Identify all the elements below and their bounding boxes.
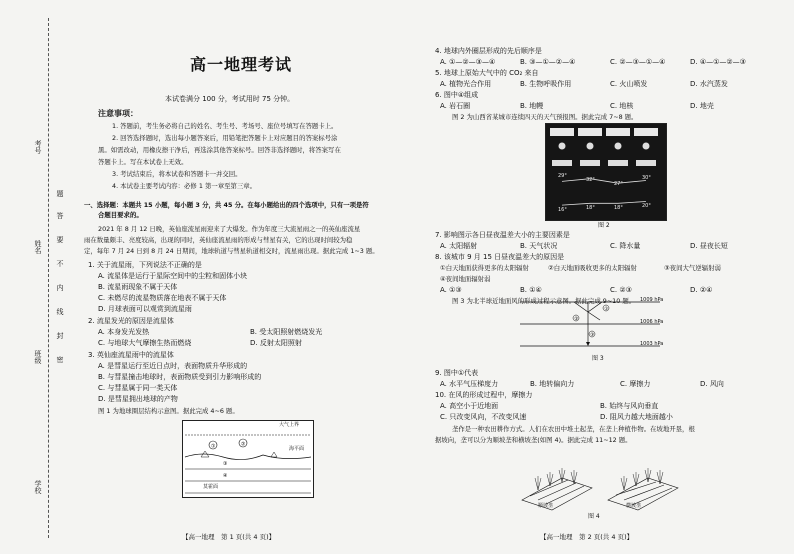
option: A. 植物光合作用 (440, 80, 492, 88)
warn-char: 不 (56, 260, 64, 267)
option: A. ①—②—③—④ (440, 58, 496, 66)
option: C. 只改变风向，不改变风速 (440, 413, 527, 421)
warn-char: 封 (56, 332, 64, 339)
figure-caption: 图 1 为地球圈层结构示意图。据此完成 4~6 题。 (98, 407, 239, 415)
option: B. 地转偏向力 (530, 380, 575, 388)
statement: ④夜间地面辐射弱 (440, 275, 491, 283)
option: B. 流星雨现象不属于天体 (98, 283, 178, 291)
option: C. ②③ (610, 286, 632, 294)
passage-line: 2021 年 8 月 12 日晚，英仙座流星雨迎来了大爆发。作为年度三大流星雨之一的英仙座流星 (98, 225, 361, 233)
label-moho: 莫霍面 (203, 484, 219, 490)
option: A. 是彗星运行至近日点时，表面物质升华形成的 (98, 362, 248, 370)
option: C. 地核 (610, 102, 634, 110)
svg-text:④: ④ (223, 473, 228, 479)
svg-text:②: ② (574, 317, 579, 322)
option: D. 是彗星拥出地球的产物 (98, 395, 178, 403)
option: B. 生物呼吸作用 (520, 80, 572, 88)
label-school: 学校 (34, 480, 42, 494)
option: A. 太阳辐射 (440, 242, 478, 250)
question-8: 8. 该城市 9 月 15 日昼夜温差大的原因是 (435, 253, 565, 261)
option: C. 与彗星属于同一类天体 (98, 384, 178, 392)
notes-title: 注意事项： (98, 109, 138, 118)
figure-caption: 图 2 为山西省某城市连续四天的天气预报图。据此完成 7~8 题。 (452, 113, 638, 121)
option: A. ①③ (440, 286, 462, 294)
page-footer-right: 【高一地理 第 2 页(共 4 页)】 (540, 533, 634, 541)
option: B. ①④ (520, 286, 542, 294)
question-6: 6. 图中④组成 (435, 91, 479, 99)
warn-char: 线 (56, 308, 64, 315)
option: C. ②—③—①—④ (610, 58, 666, 66)
isobar-label: 1006 hPa (640, 319, 664, 325)
svg-text:②: ② (241, 441, 246, 448)
svg-text:③: ③ (590, 333, 595, 338)
figure-caption: 图 3 为北半球近地面风的形成过程示意图。据此完成 9~10 题。 (452, 297, 636, 305)
question-9: 9. 图中①代表 (435, 369, 479, 377)
passage-line: 据坡向，垄可以分为顺坡垄和横坡垄(如图 4)。据此完成 11~12 题。 (435, 436, 632, 444)
question-5: 5. 地球上原始大气中的 CO₂ 来自 (435, 69, 539, 77)
option: B. 与彗星撞击地球时，表面物质受到引力影响形成的 (98, 373, 262, 381)
low-temp-label: 18° (586, 205, 595, 211)
option: C. 火山喷发 (610, 80, 648, 88)
note-line: 3. 考试结束后，将本试卷和答题卡一并交回。 (112, 170, 242, 178)
section-heading: 一、选择题：本题共 15 小题，每小题 3 分，共 45 分。在每小题给出的四个选项中，只有一项是符 (84, 201, 369, 209)
option: D. 风向 (700, 380, 724, 388)
option: B. 地幔 (520, 102, 544, 110)
question-2: 2. 流星发光的原因是流星体 (88, 317, 174, 325)
svg-text:①: ① (211, 443, 216, 450)
option: A. 岩石圈 (440, 102, 471, 110)
option: B. 受太阳照射燃烧发光 (250, 328, 323, 336)
weather-forecast-figure (545, 123, 667, 221)
isobar-label: 1003 hPa (640, 341, 664, 347)
earth-spheres-figure (182, 420, 314, 498)
high-temp-label: 29° (558, 173, 567, 179)
high-temp-label: 30° (642, 175, 651, 181)
passage-line: 雨在数量颇丰、亮度较高，出现的同时，英仙座流星雨的形成与彗星有关，它的出现时间较为稳 (84, 236, 353, 244)
high-temp-label: 32° (586, 177, 595, 183)
figure-label: 图 4 (588, 513, 600, 520)
question-1: 1. 关于流星雨，下列说法不正确的是 (88, 261, 202, 269)
low-temp-label: 18° (614, 205, 623, 211)
option: B. 天气状况 (520, 242, 558, 250)
note-line: 黑。如需改动，用橡皮擦干净后，再选涂其他答案标号。回答非选择题时，将答案写在 (98, 146, 341, 154)
note-line: 2. 回答选择题时，选出每小题答案后，用铅笔把答题卡上对应题目的答案标号涂 (112, 134, 338, 142)
question-3: 3. 英仙座流星雨中的流星体 (88, 351, 174, 359)
statement: ③夜间大气逆辐射弱 (664, 264, 721, 272)
section-heading: 合题目要求的。 (98, 211, 143, 219)
exam-info: 本试卷满分 100 分，考试用时 75 分钟。 (165, 95, 295, 103)
option: B. 始终与风向垂直 (600, 402, 659, 410)
seal-line (48, 18, 49, 538)
figure-label: 图 3 (592, 355, 604, 362)
warn-char: 内 (56, 284, 64, 291)
note-line: 答题卡上。写在本试卷上无效。 (98, 158, 188, 166)
warn-char: 密 (56, 356, 64, 363)
option: B. ③—①—②—④ (520, 58, 576, 66)
passage-line: 定，每年 7 月 24 日到 8 月 24 日期间，地球轨道与彗星轨道相交时，流星雨出现。据此完成 1~3 题。 (84, 247, 379, 255)
passage-line: 垄作是一种农田耕作方式。人们在农田中堆土起垄，在垄上种植作物。在坡地开垦，根 (452, 425, 695, 433)
statement: ①白天地面获得更多的太阳辐射 (440, 264, 529, 272)
option: D. ②④ (690, 286, 713, 294)
figure-label: 图 2 (598, 222, 610, 229)
option: A. 水平气压梯度力 (440, 380, 499, 388)
option: D. 昼夜长短 (690, 242, 728, 250)
option: C. 降水量 (610, 242, 641, 250)
svg-text:③: ③ (223, 461, 228, 467)
question-7: 7. 影响图示各日昼夜温差大小的主要因素是 (435, 231, 570, 239)
option: C. 与地球大气摩擦生热而燃烧 (98, 339, 192, 347)
option: A. 本身发光发热 (98, 328, 150, 336)
label-name: 姓名 (34, 240, 42, 254)
option: C. 未燃尽的流星物质落在地表不属于天体 (98, 294, 227, 302)
option: D. 水汽蒸发 (690, 80, 728, 88)
low-temp-label: 20° (642, 203, 651, 209)
ridge-tillage-figure (518, 448, 688, 512)
option: D. ④—①—②—③ (690, 58, 746, 66)
question-10: 10. 在风的形成过程中，摩擦力 (435, 391, 533, 399)
option: A. 流星体是运行于星际空间中的尘粒和固体小块 (98, 272, 248, 280)
label-sea-level: 海平面 (289, 446, 305, 452)
warn-char: 要 (56, 236, 64, 243)
option: C. 摩擦力 (620, 380, 651, 388)
page-footer-left: 【高一地理 第 1 页(共 4 页)】 (182, 533, 276, 541)
option: A. 高空小于近地面 (440, 402, 499, 410)
low-temp-label: 16° (558, 207, 567, 213)
option: D. 地壳 (690, 102, 714, 110)
note-line: 1. 答题前，考生务必将自己的姓名、考生号、考场号、座位号填写在答题卡上。 (112, 122, 338, 130)
high-temp-label: 27° (614, 181, 623, 187)
page-title: 高一地理考试 (190, 55, 293, 74)
question-4: 4. 地球内外圈层形成的先后顺序是 (435, 47, 542, 55)
label-class: 班级 (34, 350, 42, 364)
note-line: 4. 本试卷主要考试内容：必修 1 第一章至第三章。 (112, 182, 257, 190)
label-downslope-ridge: 顺坡垄 (538, 503, 554, 509)
statement: ②白天地面吸收更多的太阳辐射 (548, 264, 637, 272)
label-atmosphere-top: 大气上界 (279, 422, 300, 428)
option: D. 月球表面可以观赏到流星雨 (98, 305, 192, 313)
isobar-label: 1009 hPa (640, 297, 664, 303)
option: D. 反射太阳照射 (250, 339, 302, 347)
warn-char: 题 (56, 190, 64, 197)
option: D. 阻风力越大地面越小 (600, 413, 673, 421)
label-exam-no: 考号 (34, 140, 42, 154)
binding-strip (0, 0, 62, 554)
label-cross-slope-ridge: 横坡垄 (626, 503, 642, 509)
svg-text:①: ① (604, 307, 609, 312)
warn-char: 答 (56, 212, 64, 219)
